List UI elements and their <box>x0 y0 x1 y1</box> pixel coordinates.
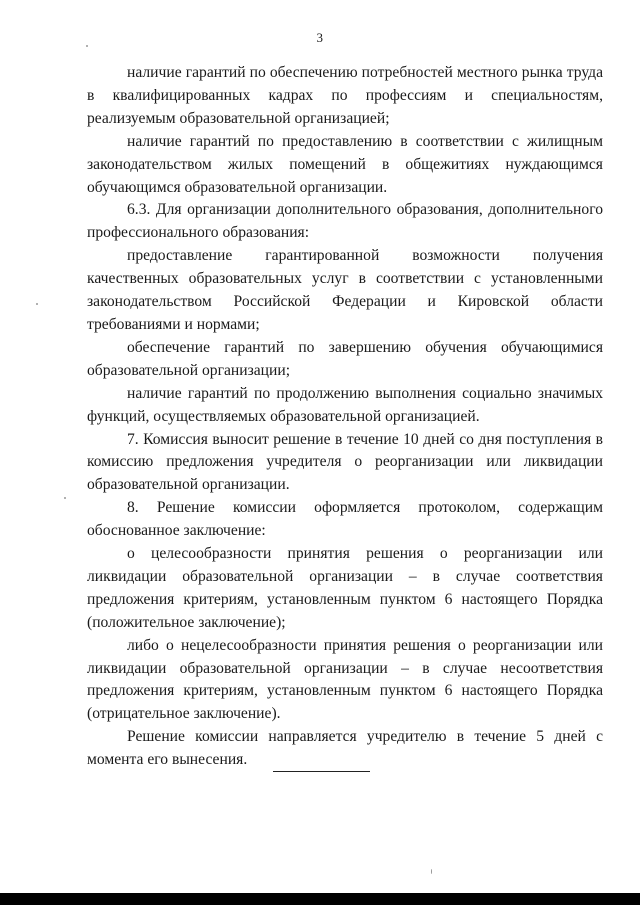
scan-speck <box>86 45 88 47</box>
scan-speck <box>36 303 38 305</box>
paragraph-7-decision-period: 7. Комиссия выносит решение в течение 10 дней со дня поступления в комиссию предложения учредителя о реорганизации или ликвидации образовательной организации. <box>87 430 603 494</box>
paragraph-decision-sent: Решение комиссии направляется учредителю в течение 5 дней с момента его вынесения. <box>87 728 603 769</box>
paragraph-social-functions: наличие гарантий по продолжению выполнения социально значимых функций, осуществляемых образовательной организацией. <box>87 384 603 425</box>
paragraph-housing-guarantees: наличие гарантий по предоставлению в соответствии с жилищным законодательством жилых помещений в общежитиях нуждающимся обучающимся образовательной организации. <box>87 132 603 196</box>
paragraph-labor-market-guarantees: наличие гарантий по обеспечению потребностей местного рынка труда в квалифицированных кадрах по профессиям и специальностям, реализуемым образовательной организацией; <box>87 64 603 127</box>
page-number: 3 <box>316 30 324 45</box>
paragraph-negative-conclusion: либо о нецелесообразности принятия решения о реорганизации или ликвидации образовательной организации – в случае несоответствия предложения критериям, установленным пунктом 6 настоящего Порядка (отрицательное заключение). <box>87 636 603 723</box>
scan-speck <box>64 497 66 499</box>
paragraph-quality-services: предоставление гарантированной возможности получения качественных образовательных услуг в соответствии с установленными законодательством Российской Федерации и Кировской области требованиями и нормами; <box>87 247 603 333</box>
paragraph-positive-conclusion: о целесообразности принятия решения о реорганизации или ликвидации образовательной организации – в случае соответствия предложения критериям, установленным пунктом 6 настоящего Порядка (положительное заключение); <box>87 545 603 631</box>
end-separator-line <box>273 771 370 772</box>
paragraph-completion-guarantees: обеспечение гарантий по завершению обучения обучающимися образовательной организации; <box>87 338 603 379</box>
scan-speck <box>431 869 432 874</box>
document-body <box>87 62 603 772</box>
scan-bottom-edge <box>0 893 640 905</box>
paragraph-8-protocol: 8. Решение комиссии оформляется протоколом, содержащим обоснованное заключение: <box>87 499 603 540</box>
paragraph-6-3-heading: 6.3. Для организации дополнительного образования, дополнительного профессионального образования: <box>87 201 603 242</box>
